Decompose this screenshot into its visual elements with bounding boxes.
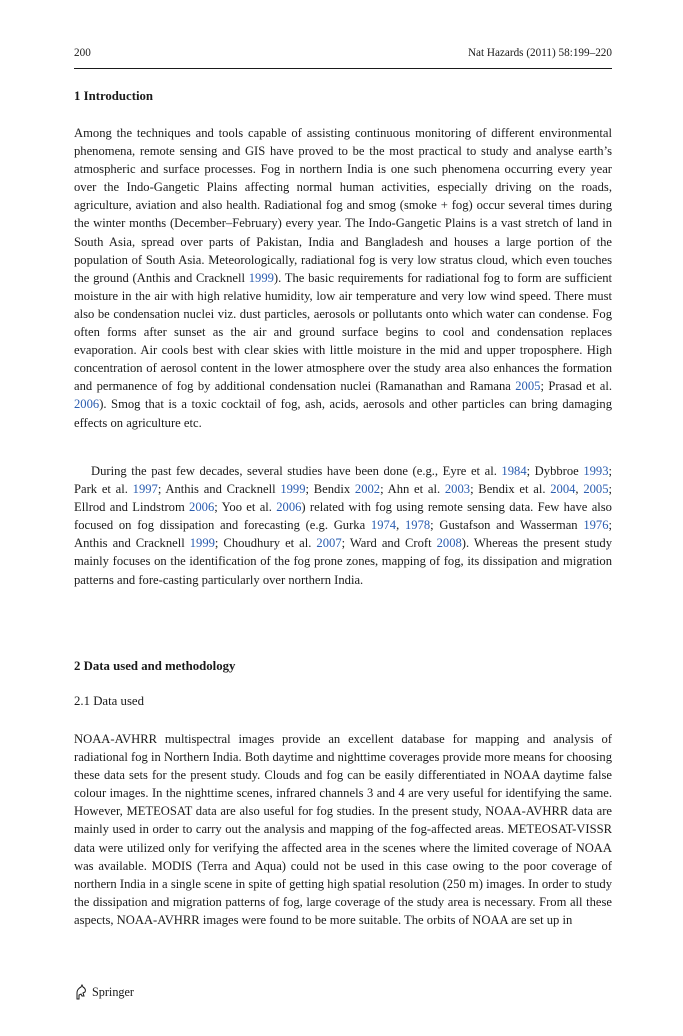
citation-link[interactable]: 2005 (583, 482, 609, 497)
citation-link[interactable]: 2002 (354, 482, 381, 497)
text-run: ; Bendix (305, 482, 355, 497)
citation-link[interactable]: 2005 (515, 379, 541, 394)
text-run: ; Ahn et al. (380, 482, 445, 497)
springer-horse-icon (74, 984, 88, 1000)
text-run: ; Yoo et al. (214, 500, 277, 515)
publisher-name: Springer (92, 984, 134, 999)
text-run: ). Whereas the present study mainly focuses on the identification of the fog prone zones, mapping of fog, its dissipation and migration patterns and fore-casting particularly over northern India. (74, 536, 612, 587)
data-used-paragraph: NOAA-AVHRR multispectral images provide an excellent database for mapping and analysis of radiational fog in Northern India. Both daytime and nighttime coverages provide more means for choosing these data sets for the present study. Clouds and fog can be easily differentiated in NOAA daytime false colour images. In the nighttime scenes, infrared channels 3 and 4 are very useful for identifying the same. However, METEOSAT data are also useful for fog studies. In the present study, NOAA-AVHRR data are mainly used in order to carry out the analysis and mapping of the fog-affected areas. METEOSAT-VISSR data were utilized only for verifying the affected area in the scenes where the limited coverage of NOAA was available. MODIS (Terra and Aqua) could not be used in this case owing to the poor coverage of northern India in a single scene in spite of getting high spatial resolution (250 m) images. In order to study the dissipation and migration patterns of fog, large coverage of the study area is necessary. From all these aspects, NOAA-AVHRR images were found to be more suitable. The orbits of NOAA are set up in (74, 732, 612, 927)
text-run: , (396, 518, 405, 533)
text-run: ; Gustafson and Wasserman (430, 518, 584, 533)
page-number: 200 (74, 47, 91, 59)
citation-link[interactable]: 1984 (501, 464, 527, 478)
intro-paragraph-2 (74, 462, 612, 589)
section-heading-introduction: 1 Introduction (74, 89, 154, 103)
section-heading-data-methodology: 2 Data used and methodology (74, 659, 236, 673)
text-run: ; Anthis and Cracknell (157, 482, 281, 497)
citation-link[interactable]: 1997 (132, 482, 158, 497)
text-run: ; Choudhury et al. (214, 536, 317, 551)
journal-citation: Nat Hazards (2011) 58:199–220 (467, 47, 612, 59)
text-run: Among the techniques and tools capable of assisting continuous monitoring of different environmental phenomena, remote sensing and GIS have proved to be the most practical to study and analyse earth’s atmospheric and surface processes. Fog in northern India is one such phenomena occurring every year over the Indo-Gangetic Plains affecting normal human activities, especially driving on the roads, agriculture, aviation and also health. Radiational fog and smog (smoke + fog) occur several times during the winter months (December–February) every year. The Indo-Gangetic Plains is a vast stretch of land in South Asia, spread over parts of Pakistan, India and Bangladesh and houses a large portion of the population of South Asia. Meteorologically, radiational fog is very low stratus cloud, which even touches the ground (Anthis and Cracknell (74, 126, 612, 285)
citation-link[interactable]: 1976 (583, 518, 609, 533)
text-run: , (575, 482, 584, 497)
citation-link[interactable]: 1974 (370, 518, 397, 533)
citation-link[interactable]: 1999 (189, 536, 215, 551)
citation-link[interactable]: 1978 (404, 518, 431, 533)
citation-link[interactable]: 1993 (583, 464, 609, 478)
citation-link[interactable]: 2008 (436, 536, 462, 551)
text-run: During the past few decades, several studies have been done (e.g., Eyre et al. (91, 464, 502, 478)
citation-link[interactable]: 1999 (280, 482, 306, 497)
citation-link[interactable]: 2004 (550, 482, 576, 497)
page-footer (74, 984, 134, 1000)
text-run: ). The basic requirements for radiational fog to form are sufficient moisture in the air with high relative humidity, low air temperature and very low wind speed. There must also be condensation nuclei viz. dust particles, aerosols or pollutants onto which water can condense. Fog often forms after sunset as the air and ground surface begins to cool and condensation replaces evaporation. Air cools best with clear skies with little moisture in the mid and upper troposphere. High concentration of aerosol content in the lower atmosphere over the study area also enhances the formation and permanence of fog by additional condensation nuclei (Ramanathan and Ramana (74, 270, 612, 394)
citation-link[interactable]: 2007 (316, 536, 342, 551)
intro-paragraph-1 (74, 124, 612, 432)
citation-link[interactable]: 2006 (189, 500, 215, 515)
running-header (74, 47, 612, 69)
citation-link[interactable]: 2006 (276, 500, 302, 515)
citation-link[interactable]: 1999 (248, 270, 274, 285)
text-run: ; Dybbroe (526, 464, 584, 478)
text-run: ) related with fog using remote sensing data. Few have also focused on fog dissipation and forecasting (e.g. Gurka (74, 500, 612, 533)
subsection-heading-data-used: 2.1 Data used (74, 694, 145, 708)
text-run: ). Smog that is a toxic cocktail of fog, ash, acids, aerosols and other particles can bring damaging effects on agriculture etc. (74, 397, 612, 430)
text-run: ; Prasad et al. (540, 379, 612, 394)
citation-link[interactable]: 2003 (444, 482, 471, 497)
header-rule (74, 68, 612, 69)
text-run: ; Ellrod and Lindstrom (74, 482, 612, 515)
text-run: ; Anthis and Cracknell (74, 518, 613, 551)
text-run: ; Park et al. (74, 464, 612, 497)
text-run: ; Bendix et al. (470, 482, 551, 497)
text-run: ; Ward and Croft (341, 536, 437, 551)
citation-link[interactable]: 2006 (74, 397, 100, 412)
